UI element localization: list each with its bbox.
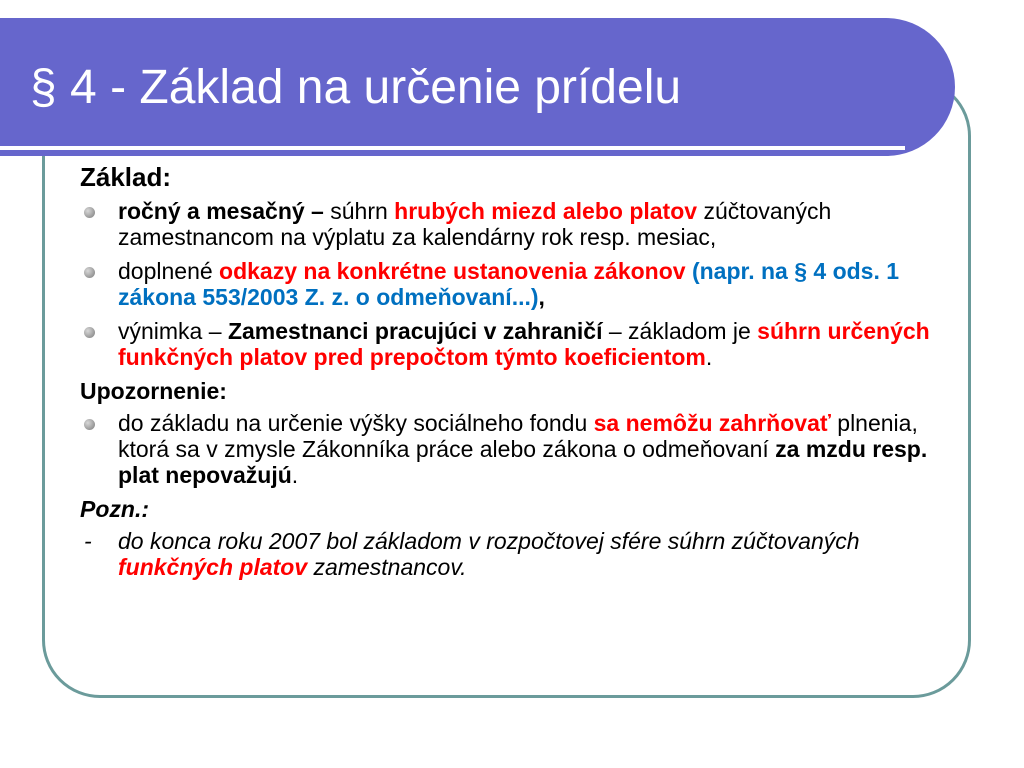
bullet-icon [84,207,95,218]
text-bold: za mzdu resp. plat nepovažujú [118,436,928,488]
heading-zaklad: Základ: [80,162,172,192]
text-highlight-blue: (napr. na § 4 ods. 1 zákona 553/2003 Z. z. o odmeňovaní...) [118,258,900,310]
text-plain: do konca roku 2007 bol základom v rozpočtovej sfére súhrn zúčtovaných [118,528,860,554]
bullet-icon [84,267,95,278]
text-bold: , [538,284,545,310]
bullet-icon [84,419,95,430]
text-plain: . [291,462,299,488]
text-plain: zúčtovaných zamestnancom na výplatu za kalendárny rok resp. mesiac, [118,198,832,250]
list-item [80,318,940,370]
text-highlight-red: odkazy na konkrétne ustanovenia zákonov [219,258,686,284]
text-plain: plnenia, ktorá sa v zmysle Zákonníka práce alebo zákona o odmeňovaní [118,410,918,462]
list-item [80,528,940,580]
text-highlight-red: hrubých miezd alebo platov [394,198,698,224]
text-plain: . [705,344,713,370]
title-underline [0,146,905,150]
text-bold: Zamestnanci pracujúci v zahraničí [227,318,603,344]
text-highlight-red: sa nemôžu zahrňovať [593,410,831,436]
list-item [80,410,940,488]
text-plain: doplnené [118,258,220,284]
slide-title: § 4 - Základ na určenie prídelu [30,61,682,114]
text-highlight-red: súhrn určených funkčných platov pred prepočtom týmto koeficientom [118,318,930,370]
title-bar [0,18,955,156]
text-highlight-red: funkčných platov [118,554,308,580]
text-plain: zamestnancov. [307,554,467,580]
text-plain: výnimka – [118,318,228,344]
text-plain: do základu na určenie výšky sociálneho fondu [118,410,594,436]
bullet-icon [84,327,95,338]
list-item [80,258,940,310]
text-plain: súhrn [330,198,395,224]
heading-pozn: Pozn.: [80,496,149,522]
dash-marker: - [84,528,92,554]
heading-upozornenie: Upozornenie: [80,378,227,404]
list-item [80,198,940,250]
text-plain: – základom je [602,318,758,344]
text-bold: ročný a mesačný – [118,198,331,224]
slide-content [80,160,940,588]
